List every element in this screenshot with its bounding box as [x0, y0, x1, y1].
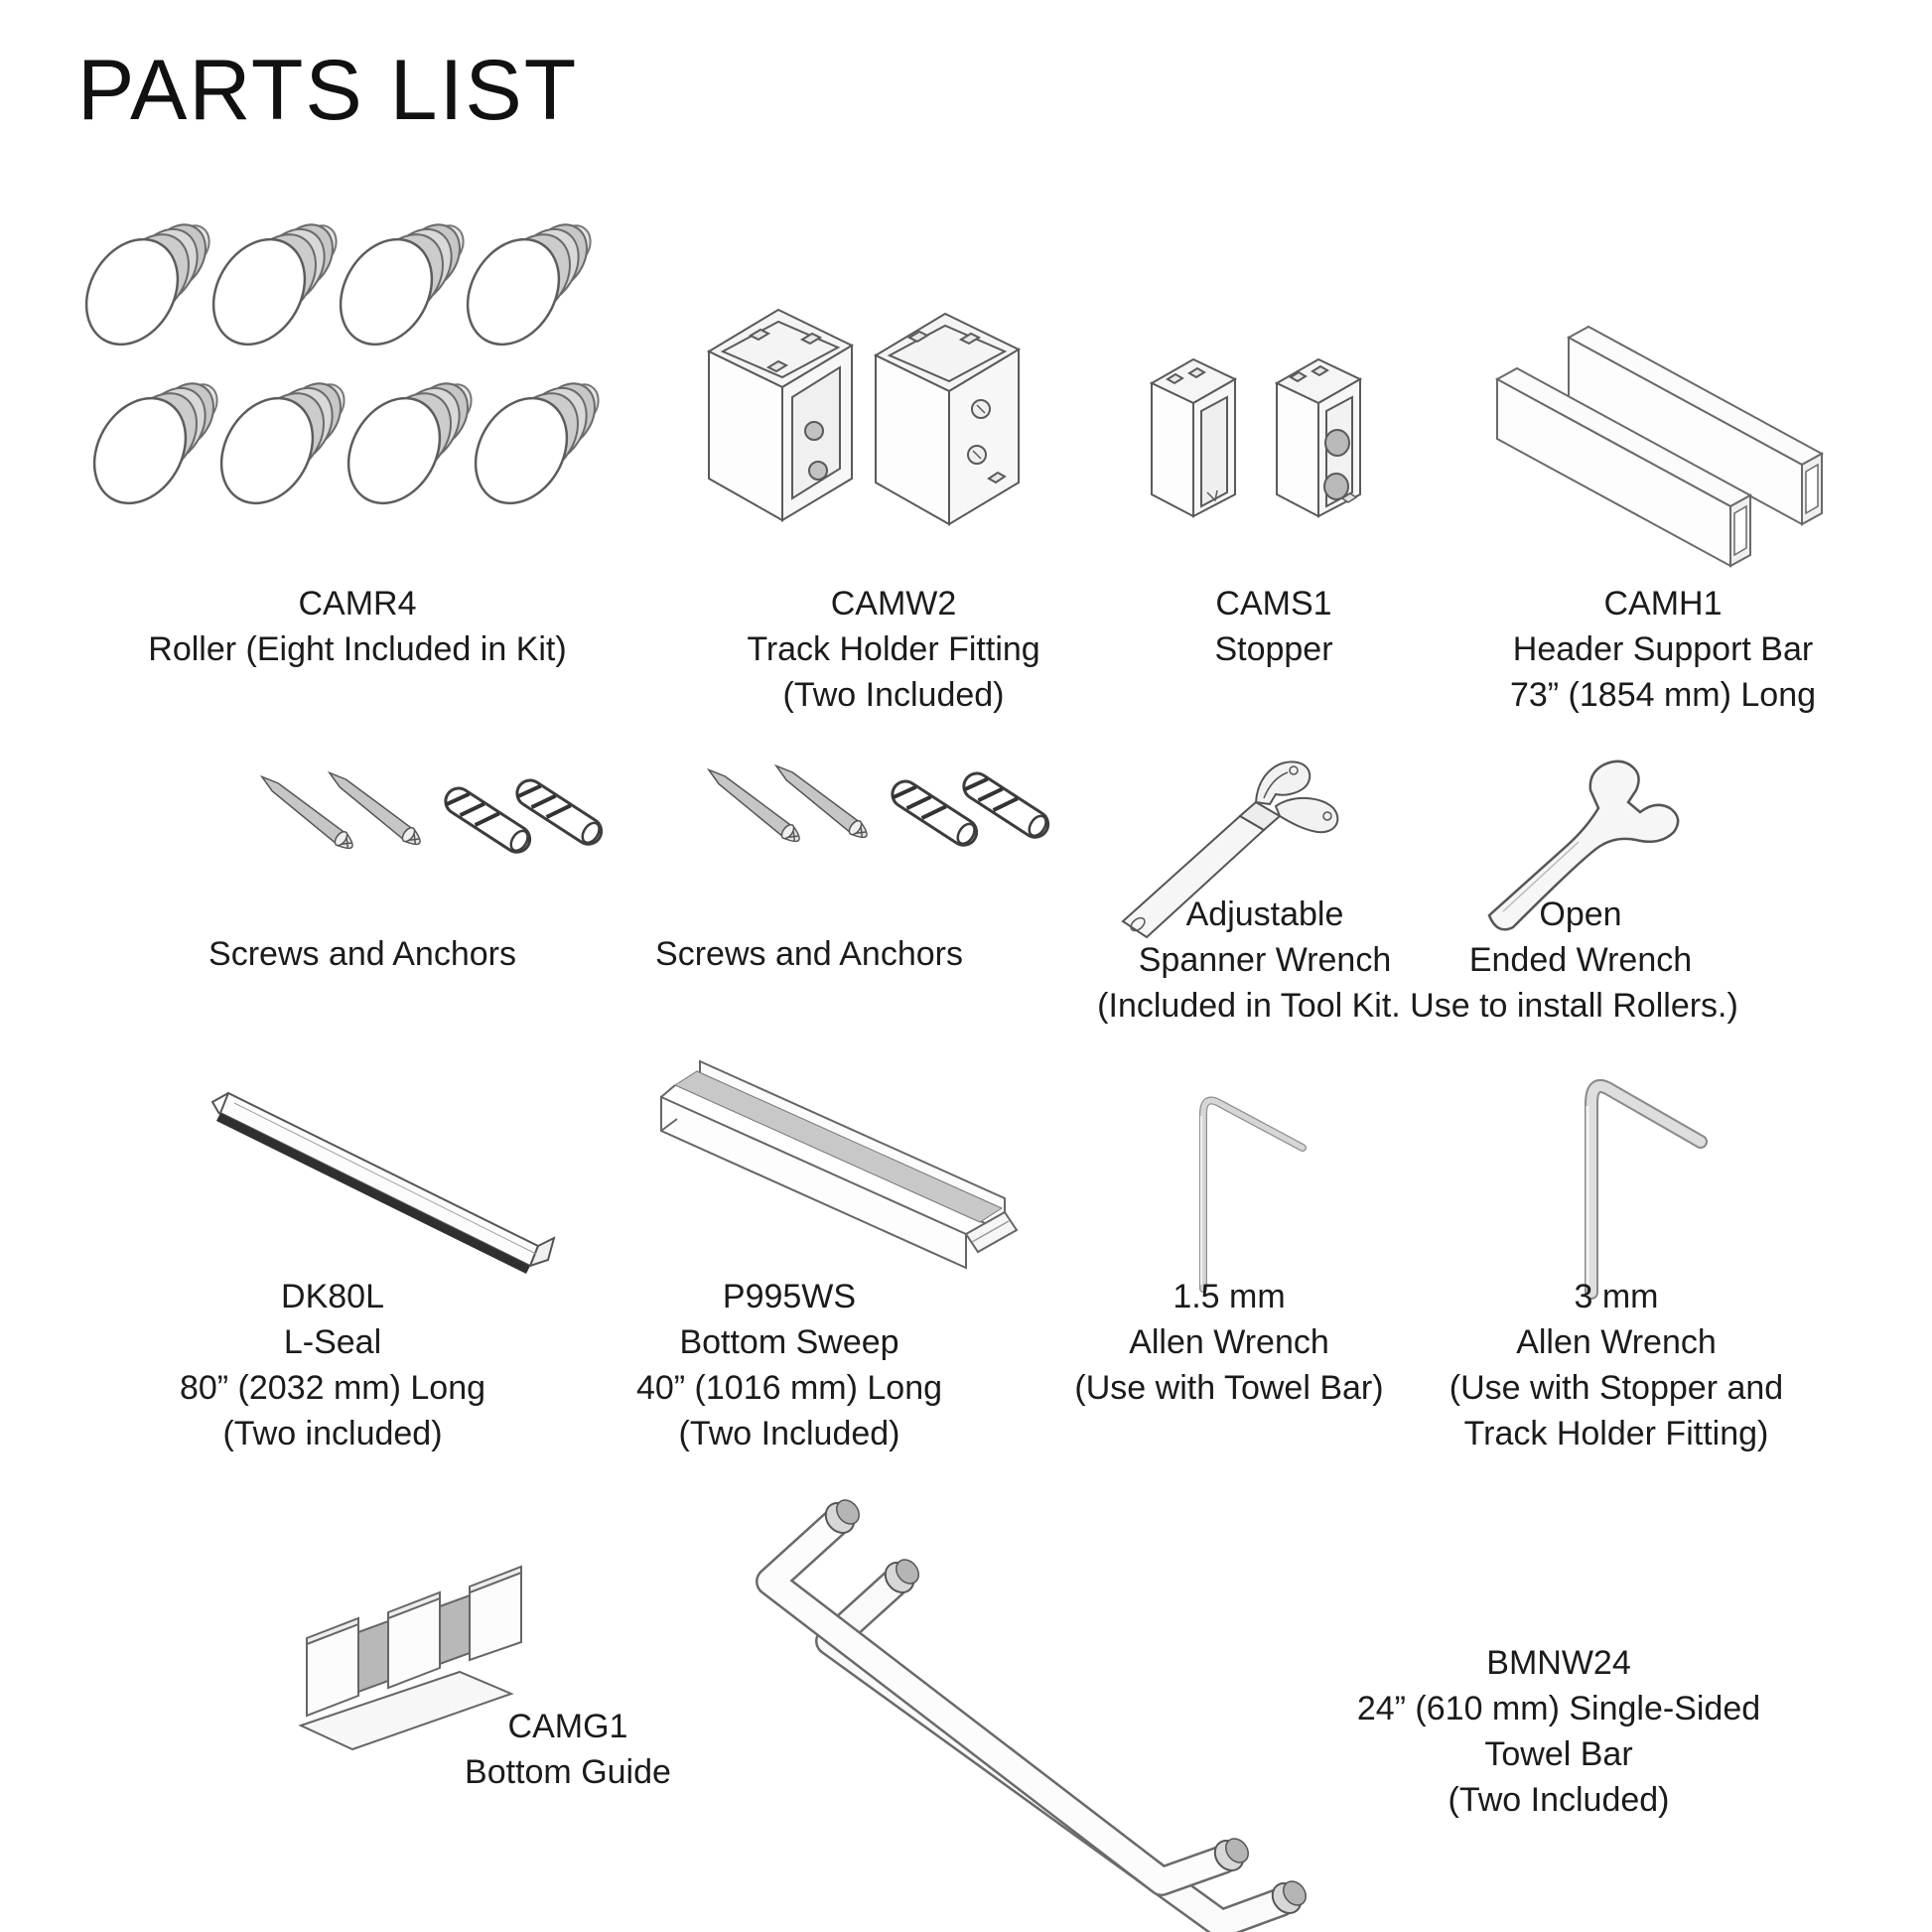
part-desc: Adjustable	[1185, 896, 1344, 933]
part-code: BMNW24	[1486, 1644, 1631, 1682]
part-code: CAMW2	[830, 585, 957, 622]
label-bottom-sweep	[541, 1274, 1037, 1456]
part-allen-1-5mm	[1152, 1062, 1330, 1296]
part-header-bar	[1491, 284, 1829, 572]
bottom-sweep-illustration	[606, 1057, 1033, 1281]
part-desc: Roller (Eight Included in Kit)	[148, 630, 567, 668]
roller-illustration	[84, 210, 611, 526]
part-desc: 73” (1854 mm) Long	[1509, 676, 1817, 714]
part-desc: Towel Bar	[1484, 1735, 1633, 1773]
allen-wrench-1-5mm-illustration	[1152, 1062, 1330, 1296]
screws-anchors-illustration	[243, 766, 601, 905]
part-code: DK80L	[281, 1278, 384, 1315]
part-desc: Screws and Anchors	[208, 935, 516, 973]
part-desc: Open	[1539, 896, 1622, 933]
part-desc: L-Seal	[283, 1323, 382, 1361]
label-screws-left	[114, 931, 611, 977]
header-bar-illustration	[1491, 284, 1829, 572]
stopper-illustration	[1150, 336, 1378, 542]
part-desc: Bottom Guide	[465, 1753, 671, 1791]
part-desc: Track Holder Fitting)	[1463, 1415, 1769, 1452]
part-desc: (Use with Towel Bar)	[1074, 1369, 1384, 1407]
part-desc: (Use with Stopper and	[1449, 1369, 1784, 1407]
label-towel-bar	[1281, 1640, 1837, 1823]
part-desc: (Two included)	[222, 1415, 443, 1452]
part-code: CAMG1	[507, 1708, 628, 1745]
label-track-holder	[645, 581, 1142, 718]
part-screws-left	[243, 766, 601, 905]
page-title: PARTS LIST	[77, 43, 579, 138]
part-code: CAMR4	[298, 585, 417, 622]
label-header-bar	[1415, 581, 1911, 718]
part-desc: (Two Included)	[678, 1415, 900, 1452]
part-track-holder	[707, 284, 1005, 544]
part-allen-3mm	[1534, 1050, 1732, 1299]
label-stopper	[1075, 581, 1472, 672]
part-stopper	[1150, 336, 1378, 542]
track-holder-illustration	[707, 284, 1005, 544]
part-code: 3 mm	[1574, 1278, 1659, 1315]
l-seal-illustration	[189, 1077, 606, 1276]
label-l-seal	[84, 1274, 581, 1456]
part-l-seal	[189, 1077, 606, 1276]
part-desc: Track Holder Fitting	[747, 630, 1040, 668]
label-roller	[60, 581, 655, 672]
part-desc: Spanner Wrench	[1138, 941, 1392, 979]
part-code: 1.5 mm	[1173, 1278, 1286, 1315]
part-desc: 80” (2032 mm) Long	[179, 1369, 486, 1407]
screws-anchors-illustration	[690, 759, 1047, 898]
part-screws-right	[690, 759, 1047, 898]
part-code: CAMS1	[1215, 585, 1332, 622]
part-code: P995WS	[722, 1278, 857, 1315]
part-desc: Ended Wrench	[1468, 941, 1693, 979]
part-desc: (Two Included)	[1448, 1781, 1670, 1819]
label-allen-3mm	[1368, 1274, 1864, 1456]
label-open-wrench	[1382, 892, 1779, 983]
part-desc: Allen Wrench	[1516, 1323, 1717, 1361]
part-desc: Screws and Anchors	[655, 935, 963, 973]
part-roller	[84, 210, 611, 526]
part-desc: Header Support Bar	[1512, 630, 1814, 668]
part-bottom-sweep	[606, 1057, 1033, 1281]
part-desc: Bottom Sweep	[679, 1323, 899, 1361]
part-desc: Allen Wrench	[1129, 1323, 1329, 1361]
wrench-note: (Included in Tool Kit. Use to install Rollers.)	[1097, 987, 1738, 1025]
part-desc: 24” (610 mm) Single-Sided	[1356, 1690, 1761, 1727]
label-screws-right	[561, 931, 1057, 977]
part-desc: (Two Included)	[782, 676, 1005, 714]
part-code: CAMH1	[1603, 585, 1723, 622]
allen-wrench-3mm-illustration	[1534, 1050, 1732, 1299]
part-desc: 40” (1016 mm) Long	[635, 1369, 943, 1407]
part-desc: Stopper	[1214, 630, 1333, 668]
